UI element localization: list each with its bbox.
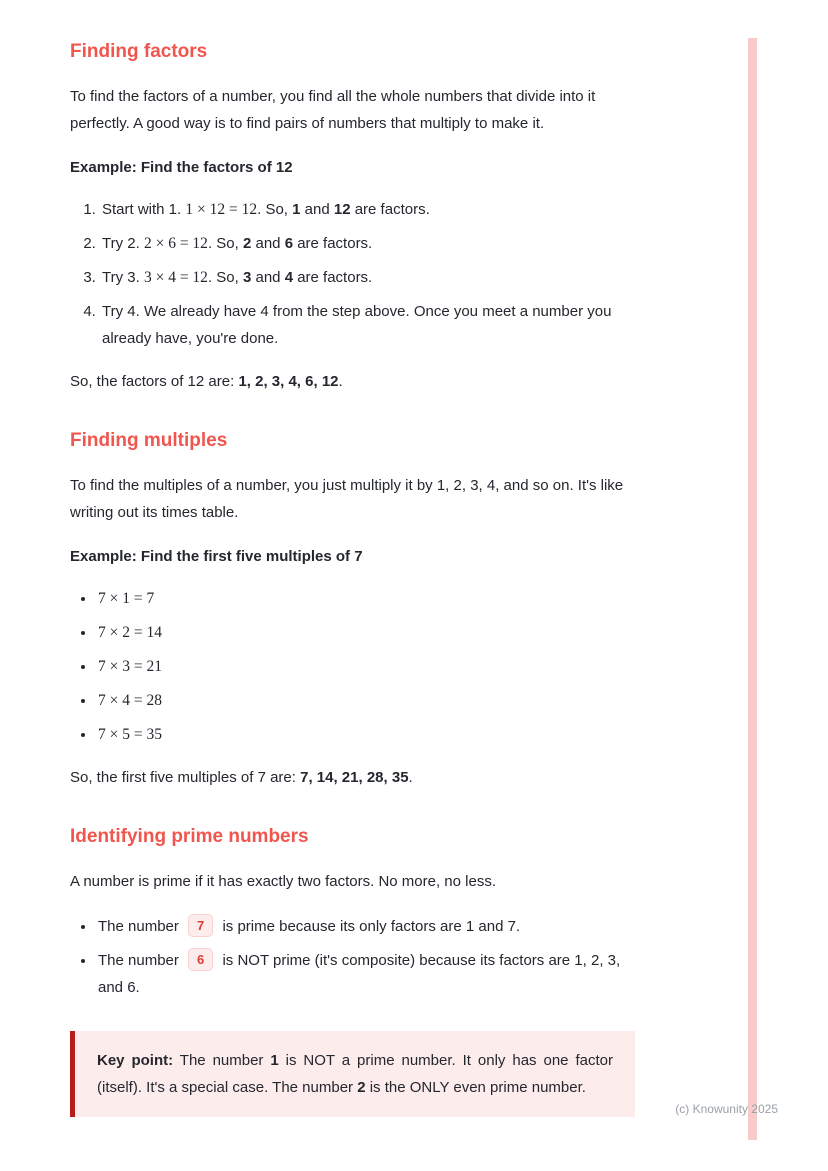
primes-list bbox=[70, 913, 635, 1001]
multiple-item bbox=[96, 585, 635, 612]
factors-step-1 bbox=[100, 196, 635, 223]
factor-value: 3 bbox=[242, 269, 252, 286]
step-text: Try 2. bbox=[102, 235, 144, 252]
step-text: and bbox=[300, 201, 334, 218]
multiples-result bbox=[70, 764, 635, 791]
callout-number: 2 bbox=[357, 1079, 366, 1096]
math-expression: 7 × 1 = 7 bbox=[98, 590, 155, 607]
factor-value: 2 bbox=[242, 235, 252, 252]
math-expression: 7 × 2 = 14 bbox=[98, 624, 162, 641]
multiple-item bbox=[96, 721, 635, 748]
result-text: So, the factors of 12 are: bbox=[70, 373, 239, 390]
factors-step-2 bbox=[100, 230, 635, 257]
result-text: So, the first five multiples of 7 are: bbox=[70, 769, 301, 786]
math-expression: 2 × 6 = 12 bbox=[143, 235, 208, 252]
multiple-item bbox=[96, 687, 635, 714]
heading-finding-multiples: Finding multiples bbox=[70, 430, 228, 451]
step-text: are factors. bbox=[293, 269, 373, 286]
step-text: . So, bbox=[207, 235, 243, 252]
result-values: 1, 2, 3, 4, 6, 12 bbox=[238, 373, 339, 390]
step-text: . So, bbox=[207, 269, 243, 286]
factors-intro-paragraph: To find the factors of a number, you find all the whole numbers that divide into it perfectly. A good way is to find pairs of numbers that multiply to make it. bbox=[70, 88, 596, 132]
factors-step-4 bbox=[100, 298, 635, 352]
step-text: are factors. bbox=[293, 235, 373, 252]
callout-label: Key point: bbox=[97, 1052, 174, 1069]
factors-steps-list bbox=[70, 196, 635, 352]
key-point-callout bbox=[70, 1031, 635, 1117]
factors-example-title: Example: Find the factors of 12 bbox=[70, 159, 293, 176]
step-text: and bbox=[251, 235, 285, 252]
prime-example-item bbox=[96, 913, 635, 940]
result-text: . bbox=[408, 769, 413, 786]
step-text: . So, bbox=[257, 201, 293, 218]
math-expression: 7 × 5 = 35 bbox=[98, 726, 162, 743]
result-values: 7, 14, 21, 28, 35 bbox=[300, 769, 409, 786]
factor-value: 1 bbox=[292, 201, 301, 218]
step-text: and bbox=[251, 269, 285, 286]
step-text: Try 3. bbox=[102, 269, 144, 286]
math-expression: 1 × 12 = 12 bbox=[185, 201, 258, 218]
factor-value: 6 bbox=[284, 235, 294, 252]
math-expression: 7 × 3 = 21 bbox=[98, 658, 162, 675]
copyright-footer: (c) Knowunity 2025 bbox=[675, 1102, 778, 1116]
factors-result bbox=[70, 368, 635, 395]
multiples-list bbox=[70, 585, 635, 748]
number-badge: 7 bbox=[188, 914, 213, 937]
multiples-intro-paragraph: To find the multiples of a number, you just multiply it by 1, 2, 3, 4, and so on. It's like writing out its times table. bbox=[70, 477, 624, 521]
callout-text: is NOT a prime number. It only has one factor (itself). It's a special case. The number bbox=[97, 1052, 613, 1096]
heading-identifying-primes: Identifying prime numbers bbox=[70, 826, 309, 847]
bullet-text: is NOT prime (it's composite) because its factors are 1, 2, 3, and 6. bbox=[98, 952, 621, 996]
bullet-text: The number bbox=[98, 952, 184, 969]
factors-step-3 bbox=[100, 264, 635, 291]
factor-value: 4 bbox=[284, 269, 294, 286]
factor-value: 12 bbox=[333, 201, 351, 218]
math-expression: 7 × 4 = 28 bbox=[98, 692, 162, 709]
multiples-example-title: Example: Find the first five multiples of 7 bbox=[70, 548, 363, 565]
step-text: are factors. bbox=[350, 201, 430, 218]
step-text: Start with 1. bbox=[102, 201, 186, 218]
number-badge: 6 bbox=[188, 948, 213, 971]
math-expression: 3 × 4 = 12 bbox=[143, 269, 208, 286]
multiple-item bbox=[96, 619, 635, 646]
callout-text: The number bbox=[173, 1052, 271, 1069]
bullet-text: The number bbox=[98, 918, 184, 935]
callout-number: 1 bbox=[270, 1052, 279, 1069]
heading-finding-factors: Finding factors bbox=[70, 41, 208, 62]
primes-intro-paragraph: A number is prime if it has exactly two factors. No more, no less. bbox=[70, 873, 496, 890]
result-text: . bbox=[338, 373, 343, 390]
callout-text: is the ONLY even prime number. bbox=[365, 1079, 586, 1096]
bullet-text: is prime because its only factors are 1 and 7. bbox=[218, 918, 521, 935]
step-text: Try 4. We already have 4 from the step above. Once you meet a number you already have, you're done. bbox=[102, 303, 612, 347]
multiple-item bbox=[96, 653, 635, 680]
prime-example-item bbox=[96, 947, 635, 1001]
